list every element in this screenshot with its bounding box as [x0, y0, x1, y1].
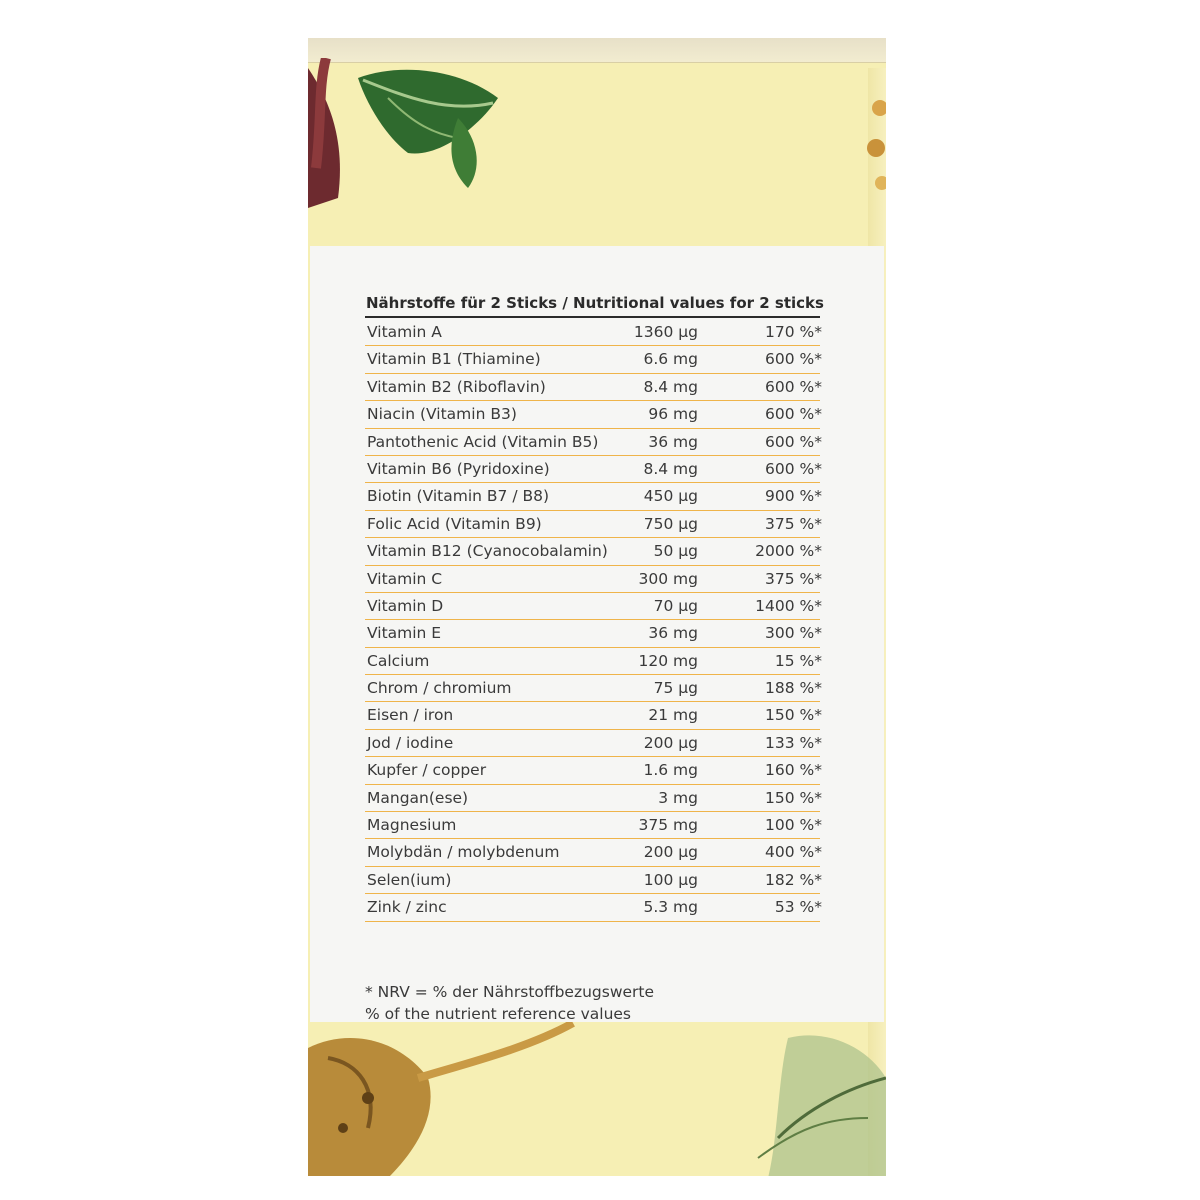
nutrient-nrv: 150 %* — [765, 706, 822, 725]
footnote-line-1: * NRV = % der Nährstoffbezugswerte — [365, 983, 655, 1001]
table-row — [365, 319, 820, 346]
nutrient-amount: 1360 µg — [633, 323, 698, 341]
title-rule — [365, 316, 820, 318]
nutrient-nrv: 600 %* — [765, 350, 822, 369]
nutrient-name: Zink / zinc — [367, 898, 447, 917]
nutrient-nrv: 300 %* — [765, 624, 822, 643]
nutrient-nrv: 375 %* — [765, 514, 822, 533]
table-row — [365, 538, 820, 565]
table-row — [365, 867, 820, 894]
nutrient-amount: 200 µg — [643, 733, 698, 752]
nutrient-amount: 5.3 mg — [643, 898, 698, 917]
nutrient-nrv: 2000 %* — [755, 542, 822, 561]
nutrient-nrv: 182 %* — [765, 870, 822, 889]
nutrient-amount: 300 mg — [638, 569, 698, 588]
footnote — [365, 981, 654, 1025]
table-row — [365, 620, 820, 647]
nutrient-amount: 450 µg — [643, 487, 698, 506]
nutrient-nrv: 15 %* — [774, 651, 822, 670]
flower-edge-illustration — [864, 88, 886, 198]
table-row — [365, 429, 820, 456]
nutrient-amount: 100 µg — [643, 870, 698, 889]
nutrient-name: Vitamin C — [367, 569, 443, 588]
nutrition-table — [365, 319, 820, 922]
nutrient-name: Pantothenic Acid (Vitamin B5) — [367, 432, 599, 451]
nutrient-nrv: 600 %* — [765, 459, 822, 478]
table-row — [365, 730, 820, 757]
footnote-line-2: % of the nutrient reference values — [365, 1005, 632, 1023]
nutrient-name: Kupfer / copper — [367, 761, 487, 780]
nutrient-amount: 8.4 mg — [643, 377, 698, 396]
nutrient-amount: 1.6 mg — [643, 761, 698, 780]
table-row — [365, 511, 820, 538]
nutrient-amount: 3 mg — [658, 788, 698, 807]
table-row — [365, 456, 820, 483]
table-row — [365, 757, 820, 784]
table-row — [365, 675, 820, 702]
nutrient-amount: 750 µg — [643, 514, 698, 533]
product-box — [308, 38, 886, 1176]
nutrient-amount: 21 mg — [648, 706, 698, 725]
nutrient-amount: 75 µg — [653, 679, 698, 698]
nutrient-nrv: 160 %* — [765, 761, 822, 780]
nutrient-amount: 50 µg — [653, 542, 698, 561]
nutrition-title: Nährstoffe für 2 Sticks / Nutritional values for 2 sticks — [366, 294, 824, 312]
nutrient-amount: 96 mg — [648, 405, 698, 424]
nutrient-nrv: 600 %* — [765, 432, 822, 451]
table-row — [365, 566, 820, 593]
nutrient-nrv: 900 %* — [765, 487, 822, 506]
nutrient-name: Magnesium — [367, 816, 457, 835]
table-row — [365, 894, 820, 921]
root-illustration — [308, 1018, 886, 1176]
table-row — [365, 839, 820, 866]
table-row — [365, 785, 820, 812]
table-row — [365, 483, 820, 510]
nutrient-amount: 6.6 mg — [643, 350, 698, 369]
table-row — [365, 812, 820, 839]
nutrient-nrv: 150 %* — [765, 788, 822, 807]
nutrient-name: Vitamin D — [367, 596, 444, 615]
nutrient-name: Vitamin B2 (Riboflavin) — [367, 377, 546, 396]
nutrition-label-panel — [310, 246, 884, 1022]
nutrient-nrv: 170 %* — [765, 323, 822, 341]
nutrient-name: Vitamin B1 (Thiamine) — [367, 350, 541, 369]
table-row — [365, 593, 820, 620]
table-row — [365, 648, 820, 675]
nutrient-name: Folic Acid (Vitamin B9) — [367, 514, 542, 533]
nutrient-name: Selen(ium) — [367, 870, 452, 889]
beet-leaf-illustration — [308, 58, 508, 218]
nutrient-nrv: 133 %* — [765, 733, 822, 752]
nutrient-nrv: 1400 %* — [755, 596, 822, 615]
nutrient-amount: 36 mg — [648, 624, 698, 643]
nutrient-amount: 200 µg — [643, 843, 698, 862]
nutrient-nrv: 188 %* — [765, 679, 822, 698]
table-row — [365, 346, 820, 373]
nutrient-nrv: 375 %* — [765, 569, 822, 588]
nutrient-name: Molybdän / molybdenum — [367, 843, 560, 862]
nutrient-name: Chrom / chromium — [367, 679, 512, 698]
nutrient-amount: 70 µg — [653, 596, 698, 615]
nutrient-nrv: 600 %* — [765, 377, 822, 396]
table-row — [365, 401, 820, 428]
nutrient-nrv: 100 %* — [765, 816, 822, 835]
nutrient-nrv: 53 %* — [774, 898, 822, 917]
nutrient-nrv: 600 %* — [765, 405, 822, 424]
nutrient-nrv: 400 %* — [765, 843, 822, 862]
nutrient-name: Vitamin E — [367, 624, 442, 643]
nutrient-name: Vitamin B12 (Cyanocobalamin) — [367, 542, 608, 561]
nutrient-name: Vitamin A — [367, 323, 442, 341]
nutrient-name: Eisen / iron — [367, 706, 454, 725]
nutrient-name: Mangan(ese) — [367, 788, 469, 807]
nutrient-amount: 120 mg — [638, 651, 698, 670]
nutrient-amount: 8.4 mg — [643, 459, 698, 478]
nutrient-name: Niacin (Vitamin B3) — [367, 405, 517, 424]
nutrient-name: Vitamin B6 (Pyridoxine) — [367, 459, 550, 478]
nutrient-name: Biotin (Vitamin B7 / B8) — [367, 487, 550, 506]
nutrient-name: Calcium — [367, 651, 430, 670]
table-row — [365, 374, 820, 401]
nutrient-amount: 375 mg — [638, 816, 698, 835]
nutrient-name: Jod / iodine — [367, 733, 454, 752]
nutrient-amount: 36 mg — [648, 432, 698, 451]
table-row — [365, 702, 820, 729]
